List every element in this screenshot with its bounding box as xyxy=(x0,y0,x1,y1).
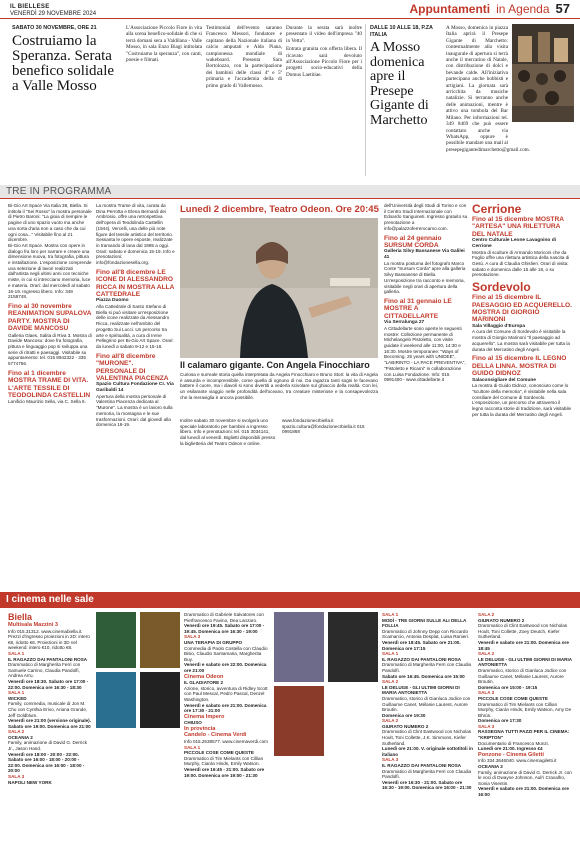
film-title: PICCOLE COSE COME QUESTE xyxy=(478,695,548,701)
banner-title: TRE IN PROGRAMMA xyxy=(6,186,112,197)
film-title: MODÌ - TRE GIORNI SULLE ALI DELLA FOLLIA xyxy=(382,617,467,629)
featured-event-text-col1: Inoltre sabato 30 novembre si svolgerà uno speciale laboratorio per bambini a ingresso libero. Info e prenotazioni: tel. 015 3034141, dal lunedì al venerdì. Biglietti disponibili presso la biglietteria del Teatro Odeon e online. xyxy=(180,418,276,446)
event-heading: Fino al 31 gennaio LE MOSTRE A CITTADELLARTE xyxy=(384,297,452,320)
banner-rule xyxy=(0,198,580,199)
event-heading: Fino al 1 dicembre MOSTRA TRAME DI VITA. L'ARTE TESSILE DI TEODOLINDA CASTELLIN xyxy=(8,369,91,400)
masthead xyxy=(10,4,96,18)
section-title: Appuntamenti xyxy=(409,2,491,16)
oceania-poster xyxy=(96,672,136,728)
cinema-venue: Cinema Odeon xyxy=(184,673,224,680)
cinema-venue: Ponzone - Cinema Giletti xyxy=(478,751,544,758)
publication-date: VENERDÌ 29 NOVEMBRE 2024 xyxy=(10,11,97,17)
film-title: LE DELUGE - GLI ULTIMI GIORNI DI MARIA ANTONIETTA xyxy=(382,684,460,696)
event-heading: Fino al 15 dicembre IL PAESAGGIO ED ACQUERELLO. MOSTRA DI GIORGIO MARINONI xyxy=(472,294,573,324)
article-headline: A Mosso domenica apre il Presepe Gigante di Marchetto xyxy=(370,40,429,128)
cinema-column-4: SALA 2 GIURATO NUMERO 2 Drammatico di Clint Eastwood con Nicholas Hoult, Toni Collette, Zoey Deutch, Kiefer Sutherland. Venerdì e sabato ore 21:00. Domenica ore 18:45 SALA 2 LE DELUGE - GLI ULTIMI GIORNI DI MARIA ANTONIETTA Drammatico, storico di Gianluca Jodice con Guillaume Canet, Mélanie Laurent, Aurore Broutin. Domenica ore 15:00 - 19:15 SALA 3 PICCOLE COSE COME QUESTE Drammatico di Tim Mielants con Cillian Murphy, Ciarán Hinds, Emily Watson, Amy De Bhrún. Domenica ore 17:30 SALA 3 RASSEGNA TUTTI PAZZI PER IL CINEMA: "KRIPTON" Documentario di Francesco Munzi. Lunedì ore 21:00. Ingresso €4 Ponzone - Cinema Giletti Info 334.3646040. www.cinemagiletti.it OCEANIA 2 Family, animazione di David G. Derrick Jr. con le voci di Dwayne Johnson, Auli'i Cravalho, Sonia Visentin. Venerdì e sabato ore 21:00. Domenica ore 16:00 xyxy=(478,612,574,846)
article-presepe xyxy=(370,25,442,128)
film-title: PICCOLE COSE COME QUESTE xyxy=(184,750,254,756)
article-body-col3: Durante la serata sarà inoltre presentato il video dell'impresa "40 in Vetta". Entrata gratuita con offerta libera. Il ricavato sarà devoluto all'Associazione Piccolo Fiore per i progetti socio-educativi della Domus Laetitiae. xyxy=(286,25,362,78)
section-header xyxy=(409,1,570,16)
city-heading: Sordevolo xyxy=(472,280,531,295)
film-title: LE DELUGE - GLI ULTIMI GIORNI DI MARIA ANTONIETTA xyxy=(478,656,572,668)
event-heading: Fino al 30 novembre REANIMATION SUPALOVA PARTY. MOSTRA DI DAVIDE MANCOSU xyxy=(8,302,92,333)
article-body-col1: L'Associazione Piccolo Fiore in vita alla scena benefico-solidale di che si terrà domani sera a Valdilana - Valle Mosso, in sala Enzo Biagi intitolata "Costruiamo la speranza", con canti, poesie e filmati. xyxy=(126,25,202,64)
poster-column-1 xyxy=(96,612,180,842)
publication-name: IL BIELLESE xyxy=(10,4,50,10)
cinema-town: Biella xyxy=(8,612,33,622)
featured-event-text-col2: www.fondazionecrbiella.it spazio.cultura@fondazionecrbiella.it 015 0991868 xyxy=(282,418,365,435)
event-heading: Fino al 15 dicembre MOSTRA "ARTESA" UNA RILETTURA DEL NATALE xyxy=(472,216,564,238)
article-valle-mosso xyxy=(12,25,120,94)
featured-event-title: Lunedì 2 dicembre, Teatro Odeon. Ore 20:45 xyxy=(180,204,379,215)
film-title: WICKED xyxy=(8,695,27,701)
modi-poster xyxy=(274,686,324,756)
header-rule xyxy=(0,18,580,19)
gladiator-poster xyxy=(140,612,180,668)
event-heading: Fino al 24 gennaio SURSUM CORDA xyxy=(384,234,442,249)
section-subtitle: in Agenda xyxy=(496,2,550,16)
jury-poster xyxy=(328,612,378,682)
film-title: RASSEGNA TUTTI PAZZI PER IL CINEMA: "KRIPTON" xyxy=(478,729,570,741)
featured-event-heading: Il calamaro gigante. Con Angela Finocchiaro xyxy=(180,360,370,370)
column-divider xyxy=(365,24,366,176)
film-title: OCEANIA 2 xyxy=(8,734,33,740)
programme-column-2: La mostra Trame di vita, curata da Dina Perrotta e Elena Bernardi dei Ambrosio, offre una retrospettiva dell'opera di Teodolinda Castellin (1944), Vercelli, una delle più note figure del tessile artistico del territorio. Sessanta le opere esposte, realizzate in tramando di lana dal 1985 a oggi. Orari: sabato e domenica 15-19. Info e prenotazioni: info@fondazionesella.org. Fino all'8 dicembre LE ICONE DI ALESSANDRO RICCA IN MOSTRA ALLA CATTEDRALE Piazza Duomo Alla Cattedrale di Santo Stefano di Biella si può visitare un'esposizione delle icone realizzate da Alessandro Ricca, realizzate nell'ambito del progetto Sui Lucci. Un percorso tra arte e spiritualità, a cura di Irene Pellegrino per Bi-Gio Art Space. Orari: da lunedì a sabato 9-12 e 15-18. Fino all'8 dicembre "MURONE". PERSONALE DI VALENTINA PIACENZA Spazio Cultura Fondazione Cr. Via Garibaldi 14 Apertura della mostra personale di Valentina Piacenza dedicata al "Murone". La mostra è un lavoro sulla memoria, la montagna e le sue trasformazioni. Orari: dal giovedì alla domenica 16-19. xyxy=(96,203,175,428)
article-body-col2: Testimonial dell'evento saranno Francesco Messori, fondatore e capitano della Nazionale italiana di calcio amputati e Aldo Piana, campionessa mondiale di wakeboard. Presenta Sara Bortolozzo, con la partecipazione dei bambini delle classi 4ª e 5ª primaria e l'accademia della di primo grado di Vallemosso. xyxy=(206,25,282,89)
stage-actress-photo xyxy=(180,218,378,358)
city-heading: Cerrione xyxy=(472,202,522,216)
cinema-column-3: SALA 1 MODÌ - TRE GIORNI SULLE ALI DELLA FOLLIA Drammatico di Johnny Depp con Riccardo Scamarcio, Antonia Desplat, Luisa Ranieri. Venerdì ore 18:45. Sabato ore 21:00. Domenica ore 17:15 SALA 1 IL RAGAZZO DAI PANTALONI ROSA Drammatico di Margherita Ferri con Claudia Pandolfi. Sabato ore 16:45. Domenica ore 15:00 SALA 2 LE DELUGE - GLI ULTIMI GIORNI DI MARIA ANTONIETTA Drammatico, storico di Gianluca Jodice con Guillaume Canet, Mélanie Laurent, Aurore Broutin. Domenica ore 19:30 SALA 2 GIURATO NUMERO 2 Drammatico di Clint Eastwood con Nicholas Hoult, Toni Collette, J.K. Simmons, Kiefer Sutherland. Lunedì ore 21:00. V. originale sottotitoli in italiano SALA 3 IL RAGAZZO DAI PANTALONI ROSA Drammatico di Margherita Ferri con Claudia Pandolfi. Venerdì ore 16:30 - 21:00. Sabato ore 16:30 - 19:00. Domenica ore 16:00 - 21:30 xyxy=(382,612,473,791)
film-title: IL RAGAZZO DAI PANTALONI ROSA xyxy=(382,656,462,662)
cinema-section-title: I cinema nelle sale xyxy=(6,594,94,605)
poster-column-2 xyxy=(274,612,378,842)
featured-event-text: Curiosa e surreale storia quella interpretata da Angela Finocchiaro e Bruno Stori: la vita di Angela è assurda e incomprensibile, come quella di ognuno di noi. Da ragazza tanti sogni le facevano battere il cuore, ma i diavoli si sono divertiti a vederla scivolare sul ghiaccio della realtà. Con lei, un esilarante viaggio nelle profondità dell'oceano, tra creature misteriose e la consapevolezza che la meraviglia è ancora possibile. xyxy=(180,372,378,400)
programme-column-4: dell'Università degli Studi di Torino e con il Centro Studi Internazionale con Edoardo Sanguineti. Ingresso gratuito su prenotazione a info@palazzoferrerocamo.com. Fino al 24 gennaio SURSUM CORDA Galleria Silvy Bassanese Via Galilei 41 La mostra postuma del fotografo Marco Conte "Sursum Corda" apre alla galleria Silvy Bassanese di Biella. Un'esposizione tra racconto e memoria, visitabile negli orari di apertura della galleria. Fino al 31 gennaio LE MOSTRE A CITTADELLARTE Via Serralunga 27 A Cittadellarte sono aperte le seguenti mostre: Collezione permanente di Michelangelo Pistoletto, con visite guidate il weekend alle 11:00, 14:30 e 16:30. Mostre temporanee: "Ways of Becoming, 25 years with UNIDEE", "LABIRINTO - LA PACE PREVENTIVA", "Pistoletto e Ricami" in collaborazione con Luisa Fondazione. Info: 015 0991400 - www.cittadellarte.it xyxy=(384,203,468,383)
theatre-audience-photo xyxy=(512,24,574,122)
film-title: IL RAGAZZO DAI PANTALONI ROSA xyxy=(382,763,462,769)
kripton-poster xyxy=(140,672,180,728)
province-heading: In provincia xyxy=(184,725,216,732)
cinema-venue: Cinema Impero xyxy=(184,713,225,720)
article-body-presepe: A Mosso, domenica in piazza Italia aprirà il Presepe Gigante di Marchetto: contestualmente alla visita inaugurale di apertura si terrà anche il mercatino di Natale, con distribuzione di dolci e bevande calde. All'iniziativa partecipano anche hobbisti e artigiani. La giornata sarà arricchita da musiche natalizie. Si terranno anche delle animazioni, mentre è attivo una tombola del Bar Milano. Per informazioni tel. 349 8469 che può essere contattato anche via WhatsApp, oppure è possibile mandare una mail al presepegigantedimarchetto@gmail.com. xyxy=(446,25,531,153)
article-kicker: DALLE 10 ALLE 18, P.ZA ITALIA xyxy=(370,25,433,38)
film-title: IL GLADIATORE 2 xyxy=(184,680,224,686)
event-heading: Fino al 15 dicembre IL LEGNO DELLA LINNA. MOSTRA DI GUIDO DIDNOZ xyxy=(472,355,567,378)
programme-column-5: Cerrione Fino al 15 dicembre MOSTRA "ARTESA" UNA RILETTURA DEL NATALE Centro Culturale Leone Lavagnino di Cerrione Mostra di sculture di Armando Moriconi che da Foglio offre una rilettura artistica della nascita di Gesù. A cura di Claudia Ghislieri. Orari di visita: sabato e domenica dalle 15 alle 18, o su prenotazione. Sordevolo Fino al 15 dicembre IL PAESAGGIO ED ACQUERELLO. MOSTRA DI GIORGIO MARINONI Sala Villaggio d'Europa A cura del Comune di Sordevolo è visitabile la mostra di Giorgio Marinoni "Il paesaggio ad acquerello". La mostra sarà visitabile per tutta la durata del Mercatino degli Angeli. Fino al 15 dicembre IL LEGNO DELLA LINNA. MOSTRA DI GUIDO DIDNOZ Salaconsigliare del Comune La mostra di Guido Didnoz, conosciuto come lo "scultore della memoria", è visitabile nella sala consiliare del Comune di Sordevolo. L'esposizione, un percorso che attraverso il legno racconta storie di tradizione, sarà visitabile per tutta la durata del Mercatino degli Angeli. xyxy=(472,202,573,417)
event-heading: Fino all'8 dicembre "MURONE". PERSONALE DI VALENTINA PIACENZA xyxy=(96,352,169,382)
film-title: UNA TERAPIA DI GRUPPO xyxy=(184,639,243,645)
article-kicker: SABATO 30 NOVEMBRE, ORE 21 xyxy=(12,25,97,31)
film-title: NAPOLI NEW YORK xyxy=(8,779,52,785)
cinema-column-2: Drammatico di Gabriele Salvatores con Pierfrancesco Favino, Dea Lanzaro. Venerdì ore 19:45. Sabato ore 17:00 - 19:45. Domenica ore 16:30 - 19:00 SALA 3 UNA TERAPIA DI GRUPPO Commedia di Paolo Costella con Claudio Bisio, Claudio Santamaria, Margherita Buy. Venerdì e sabato ore 22:00. Domenica ore 21:00 Cinema Odeon IL GLADIATORE 2 Azione, storico, avventura di Ridley Scott con Paul Mescal, Pedro Pascal, Denzel Washington. Venerdì e sabato ore 21:00. Domenica ore 17:30 - 21:00 Cinema Impero CHIUSO In provincia Candelo - Cinema Verdi Info 015.2538577. www.cinemaverdi.com SALA 1 PICCOLE COSE COME QUESTE Drammatico di Tim Mielants con Cillian Murphy, Ciarán Hinds, Emily Watson. Venerdì ore 16:45 - 21:00. Sabato ore 19:00. Domenica ore 19:00 - 21:30 xyxy=(184,612,269,778)
film-title: OCEANIA 2 xyxy=(478,764,503,770)
deluge-poster xyxy=(274,612,324,682)
cinema-venue: Multisala Mazzini 3 xyxy=(8,622,59,628)
article-headline: Costruiamo la Speranza. Serata benefico solidale a Valle Mosso xyxy=(12,33,115,94)
cinema-column-1: Biella Multisala Mazzini 3 Info 015.31312. www.cinemabiella.it. Prezzi d'ingresso proiezioni in 2D: intero €8, ridotto €6. Proiezioni in 3D nel weekend: intero €10, ridotto €8. SALA 1 IL RAGAZZO DAI PANTALONI ROSA Drammatico di Margherita Ferri con Samuele Carrino, Claudia Pandolfi, Andrea Arru. Venerdì ore 18:30. Sabato ore 17:00 - 22:00. Domenica ore 16:30 - 18:30 SALA 1 WICKED Family, commedia, musicale di Jon M. Chu con Cynthia Erivo, Ariana Grande, Jeff Goldblum. Venerdì ore 21:00 (versione originale). Sabato ore 19:00. Domenica ore 21:00 SALA 2 OCEANIA 2 Family, animazione di David G. Derrick Jr., Jason Hand. Venerdì ore 18:00 - 20:00 - 22:00. Sabato ore 16:00 - 18:00 - 20:00 - 22:00. Domenica ore 16:00 - 18:00 - 20:00 SALA 3 NAPOLI NEW YORK xyxy=(8,612,91,785)
cinema-venue: Candelo - Cinema Verdi xyxy=(184,732,247,739)
event-heading: Fino all'8 dicembre LE ICONE DI ALESSANDRO RICCA IN MOSTRA ALLA CATTEDRALE xyxy=(96,268,175,298)
film-title: IL RAGAZZO DAI PANTALONI ROSA xyxy=(8,656,88,662)
page-number: 57 xyxy=(555,1,570,16)
film-title: GIURATO NUMERO 2 xyxy=(478,617,525,623)
film-title: GIURATO NUMERO 2 xyxy=(382,723,429,729)
wicked-poster xyxy=(96,612,136,668)
programme-column-1: Bi-Gio Art Space Via Italia 38, Biella. Si intitola il "Sei Rosso" la mostra personale di Pietro Baroni: "La gioia di riempire le pagine di uno spazio vuoto ma anche una sorta d'aria non a caso che da cui ogni cosa..." Visitabile fino al 21 dicembre. Bi-Gio Art Space. Mostra con opere in dialogo fra loro per narrare e creare una dimensione nuova, tra fotografia, pittura e installazione. L'esposizione comprende una selezione di lavori realizzati dall'artista negli ultimi anni con tecniche miste, in cui si intrecciano memoria, luce e materia. Orari: dal mercoledì al sabato 16-19. Ingresso libero. Info: 349 2158748. Fino al 30 novembre REANIMATION SUPALOVA PARTY. MOSTRA DI DAVIDE MANCOSU Galleria Glaes, Salita di Riva 3. Mostra di Davide Mancosu: dove fra fotografia, pittura e linguaggio pop si sviluppa una serie di ritratti e paesaggi. Visitabile su appuntamento: tel. 015 8942322 - 335 5774756. Fino al 1 dicembre MOSTRA TRAME DI VITA. L'ARTE TESSILE DI TEODOLINDA CASTELLIN Lanificio Maurizio Sella, via C. Sella 6. xyxy=(8,203,92,405)
